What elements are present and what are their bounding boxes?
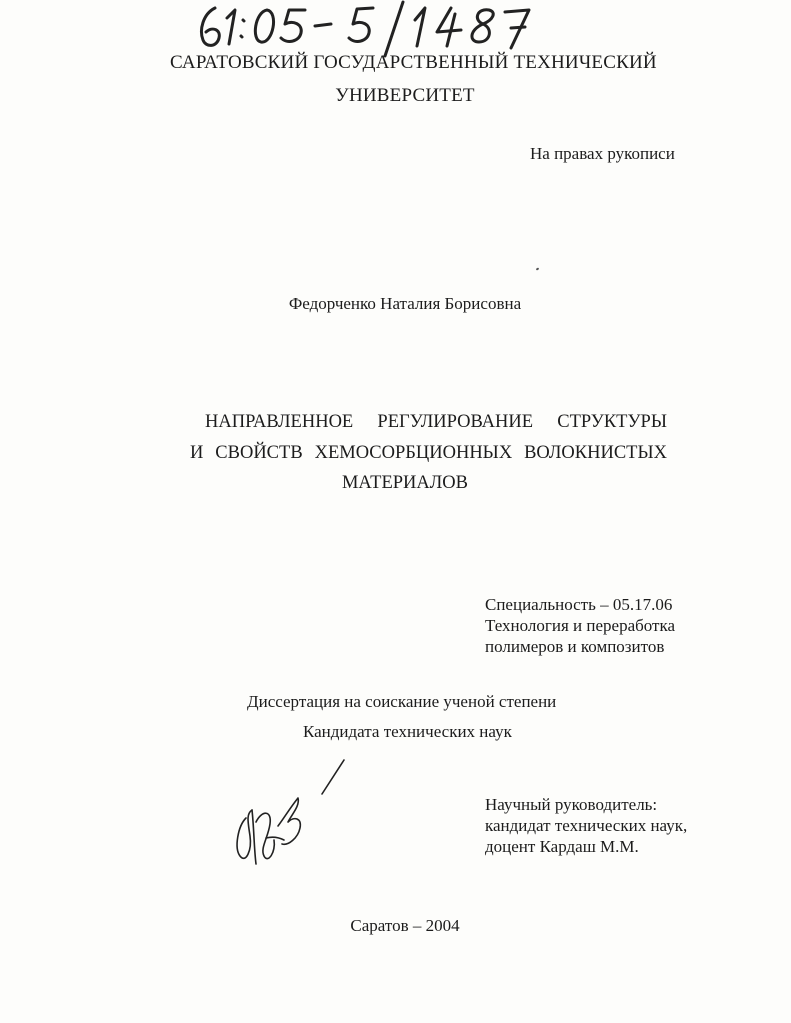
- title-word: РЕГУЛИРОВАНИЕ: [377, 412, 534, 432]
- title-word: НАПРАВЛЕННОЕ: [205, 412, 354, 432]
- supervisor-label: Научный руководитель:: [485, 795, 658, 814]
- dissertation-degree-line1: Диссертация на соискание ученой степени: [247, 692, 557, 711]
- title-word: СТРУКТУРЫ: [557, 412, 667, 432]
- handwritten-signature: [228, 752, 368, 872]
- supervisor-block: [485, 794, 687, 857]
- title-word: ВОЛОКНИСТЫХ: [524, 443, 667, 463]
- title-word: СВОЙСТВ: [215, 443, 303, 463]
- dissertation-degree-line2: Кандидата технических наук: [303, 722, 512, 741]
- dissertation-title-line1: [205, 412, 667, 433]
- supervisor-degree: кандидат технических наук,: [485, 816, 688, 835]
- title-word: И: [190, 443, 204, 463]
- specialty-block: [485, 594, 675, 657]
- city-year: Саратов – 2004: [350, 916, 460, 935]
- title-word: ХЕМОСОРБЦИОННЫХ: [314, 443, 513, 463]
- university-name-line2: УНИВЕРСИТЕТ: [335, 85, 475, 106]
- rights-note: На правах рукописи: [530, 144, 675, 163]
- specialty-name-line2: полимеров и композитов: [485, 637, 665, 656]
- dissertation-title-line2: [190, 443, 667, 464]
- stray-mark: [536, 267, 540, 270]
- author-name: Федорченко Наталия Борисовна: [288, 294, 522, 313]
- handwritten-archive-code: [193, 0, 553, 58]
- specialty-name-line1: Технология и переработка: [485, 616, 676, 635]
- supervisor-name: доцент Кардаш М.М.: [485, 837, 639, 856]
- dissertation-title-line3: МАТЕРИАЛОВ: [341, 473, 469, 493]
- university-name-line1: САРАТОВСКИЙ ГОСУДАРСТВЕННЫЙ ТЕХНИЧЕСКИЙ: [170, 52, 657, 73]
- specialty-code: Специальность – 05.17.06: [485, 595, 673, 614]
